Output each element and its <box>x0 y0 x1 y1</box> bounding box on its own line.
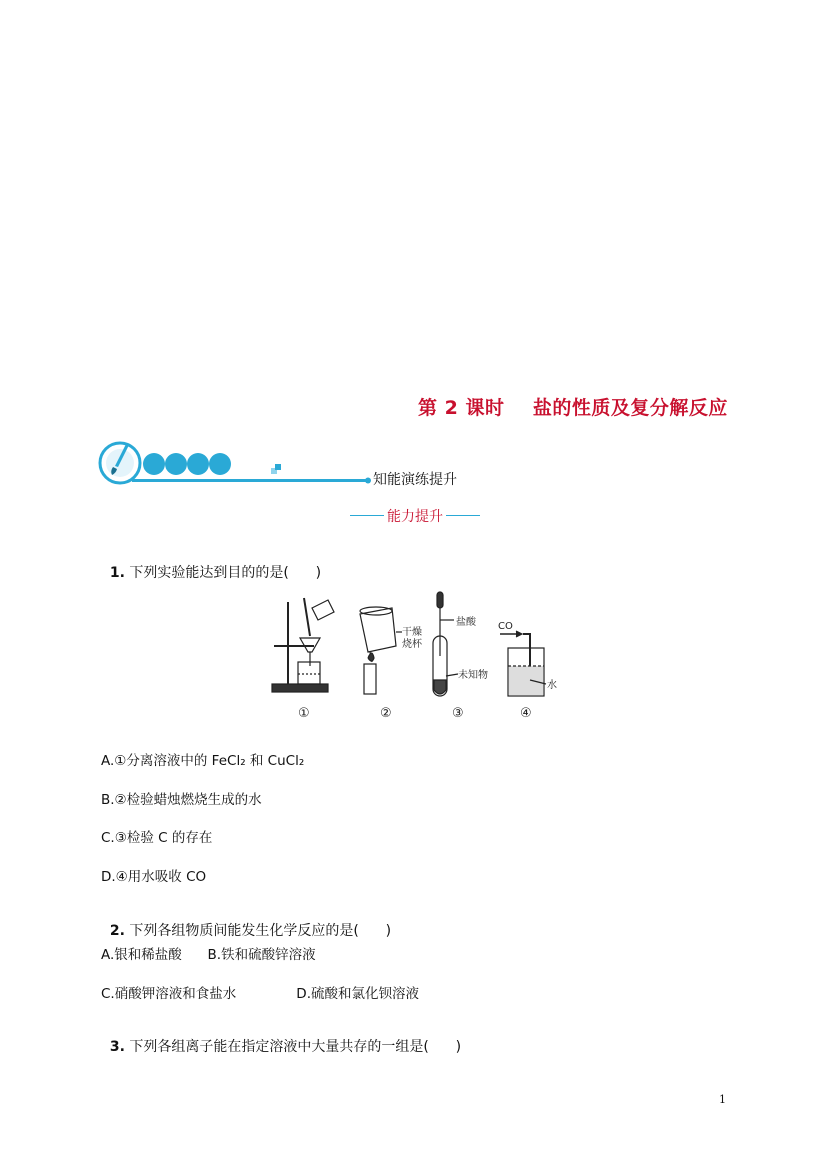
section-banner <box>96 436 396 486</box>
question-number: 3. <box>109 1039 125 1055</box>
figure-label-water: 水 <box>547 680 557 691</box>
question-1 <box>101 546 321 582</box>
q1-option-c: C.③检验 C 的存在 <box>101 830 213 846</box>
figure-label-beaker-line2: 烧杯 <box>402 639 422 650</box>
figure-caption-1: ① <box>298 706 310 721</box>
question-text: 下列各组离子能在指定溶液中大量共存的一组是( ) <box>124 1039 462 1055</box>
figure-label-co: CO <box>498 621 513 632</box>
section-line-right <box>446 515 480 516</box>
section-header <box>350 506 480 526</box>
question-number: 1. <box>109 565 125 581</box>
question-text: 下列各组物质间能发生化学反应的是( ) <box>124 923 392 939</box>
question-number: 2. <box>109 923 125 939</box>
figure-candle-beaker <box>360 607 402 694</box>
section-line-left <box>350 515 384 516</box>
figure-caption-2: ② <box>380 706 392 721</box>
figure-label-unknown: 未知物 <box>458 670 488 681</box>
figure-filtration <box>272 598 334 692</box>
q1-option-b: B.②检验蜡烛燃烧生成的水 <box>101 792 262 808</box>
experiment-figure <box>268 590 568 725</box>
question-2 <box>101 904 391 940</box>
figure-label-beaker <box>402 625 425 650</box>
q1-option-d: D.④用水吸收 CO <box>101 869 207 885</box>
q2-options-row-1: A.银和稀盐酸 B.铁和硫酸锌溶液 <box>101 947 316 963</box>
page-title: 第 2 课时 盐的性质及复分解反应 <box>418 397 728 419</box>
figure-co-water <box>500 631 546 696</box>
figure-caption-4: ④ <box>520 706 532 721</box>
figure-dropper-tube <box>433 592 458 696</box>
figure-label-hcl: 盐酸 <box>456 617 476 628</box>
banner-label: 知能演练提升 <box>373 472 457 488</box>
figure-label-beaker-line1: 干燥 <box>402 627 422 638</box>
question-text: 下列实验能达到目的的是( ) <box>124 565 322 581</box>
question-3 <box>101 1020 461 1056</box>
figure-caption-3: ③ <box>452 706 464 721</box>
page-number: 1 <box>719 1093 726 1106</box>
q2-options-row-2: C.硝酸钾溶液和食盐水 D.硫酸和氯化钡溶液 <box>101 986 419 1002</box>
q1-option-a: A.①分离溶液中的 FeCl₂ 和 CuCl₂ <box>101 753 305 769</box>
section-label: 能力提升 <box>387 509 443 525</box>
